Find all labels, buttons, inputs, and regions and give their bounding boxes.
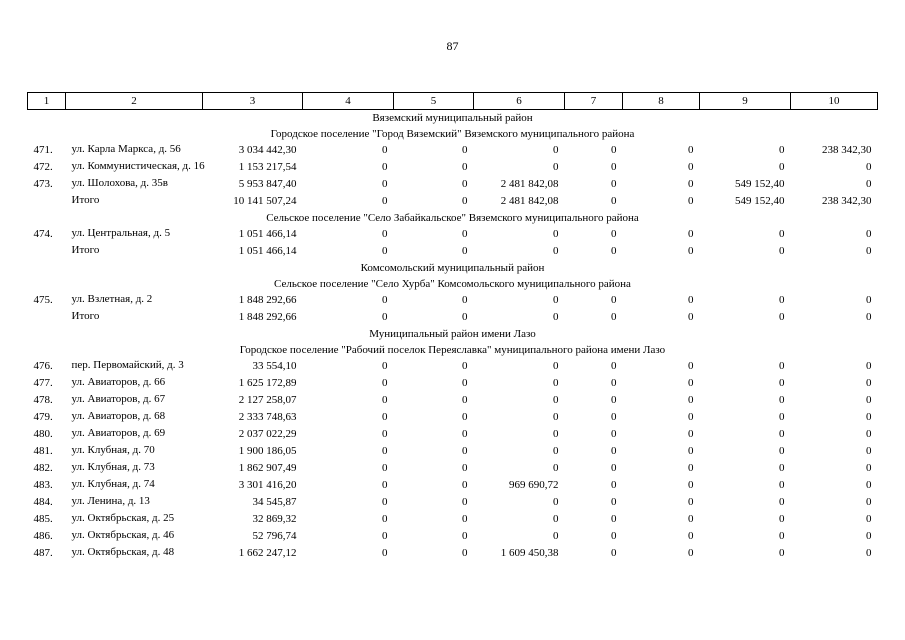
value-cell-5: 0: [462, 377, 468, 389]
value-cell-8: 0: [688, 479, 694, 491]
value-cell-5: 0: [462, 513, 468, 525]
table-row: [28, 142, 878, 159]
value-cell-4: 0: [382, 144, 388, 156]
table-row: [28, 176, 878, 193]
section-heading-row: [28, 342, 878, 358]
value-cell-3: 33 554,10: [252, 360, 297, 372]
row-number: 474.: [33, 228, 53, 240]
value-cell-8: 0: [688, 311, 694, 323]
table-row: [28, 511, 878, 528]
value-cell-4: 0: [382, 245, 388, 257]
value-cell-10: 0: [866, 360, 872, 372]
address-cell: ул. Шолохова, д. 35в: [71, 177, 168, 189]
value-cell-9: 0: [779, 377, 785, 389]
value-cell-3: 34 545,87: [252, 496, 297, 508]
section-heading-row: [28, 260, 878, 276]
row-number: 486.: [33, 530, 53, 542]
value-cell-8: 0: [688, 228, 694, 240]
address-cell: ул. Клубная, д. 73: [71, 461, 155, 473]
column-header: 9: [700, 93, 791, 110]
row-number: 478.: [33, 394, 53, 406]
value-cell-6: 0: [553, 311, 559, 323]
value-cell-6: 0: [553, 228, 559, 240]
value-cell-5: 0: [462, 245, 468, 257]
value-cell-9: 0: [779, 547, 785, 559]
value-cell-4: 0: [382, 479, 388, 491]
value-cell-9: 0: [779, 411, 785, 423]
table-row: [28, 409, 878, 426]
value-cell-7: 0: [611, 228, 617, 240]
value-cell-4: 0: [382, 228, 388, 240]
value-cell-10: 0: [866, 411, 872, 423]
address-cell: ул. Октябрьская, д. 25: [71, 512, 175, 524]
value-cell-3: 1 848 292,66: [238, 311, 297, 323]
value-cell-10: 0: [866, 311, 872, 323]
value-cell-3: 1 662 247,12: [238, 547, 297, 559]
value-cell-5: 0: [462, 547, 468, 559]
value-cell-10: 0: [866, 513, 872, 525]
address-cell: Итого: [71, 194, 100, 206]
value-cell-7: 0: [611, 294, 617, 306]
value-cell-7: 0: [611, 360, 617, 372]
value-cell-9: 0: [779, 161, 785, 173]
column-header: 2: [66, 93, 203, 110]
value-cell-8: 0: [688, 530, 694, 542]
value-cell-7: 0: [611, 445, 617, 457]
value-cell-10: 0: [866, 445, 872, 457]
value-cell-4: 0: [382, 445, 388, 457]
value-cell-10: 0: [866, 428, 872, 440]
value-cell-8: 0: [688, 360, 694, 372]
table-row: [28, 426, 878, 443]
row-number: 473.: [33, 178, 53, 190]
value-cell-6: 0: [553, 245, 559, 257]
value-cell-5: 0: [462, 428, 468, 440]
value-cell-10: 0: [866, 394, 872, 406]
table-row: [28, 226, 878, 243]
value-cell-7: 0: [611, 377, 617, 389]
value-cell-9: 0: [779, 513, 785, 525]
value-cell-8: 0: [688, 178, 694, 190]
row-number: 482.: [33, 462, 53, 474]
value-cell-6: 1 609 450,38: [500, 547, 559, 559]
value-cell-4: 0: [382, 462, 388, 474]
table-row: [28, 358, 878, 375]
value-cell-10: 0: [866, 245, 872, 257]
address-cell: Итого: [71, 310, 100, 322]
value-cell-6: 0: [553, 462, 559, 474]
value-cell-6: 0: [553, 360, 559, 372]
value-cell-7: 0: [611, 144, 617, 156]
section-heading-row: [28, 276, 878, 292]
address-cell: ул. Карла Маркса, д. 56: [71, 143, 181, 155]
row-number: 471.: [33, 144, 53, 156]
value-cell-9: 0: [779, 394, 785, 406]
value-cell-3: 32 869,32: [252, 513, 297, 525]
row-number: 476.: [33, 360, 53, 372]
value-cell-5: 0: [462, 294, 468, 306]
value-cell-10: 0: [866, 228, 872, 240]
value-cell-7: 0: [611, 479, 617, 491]
value-cell-4: 0: [382, 428, 388, 440]
column-header: 7: [565, 93, 623, 110]
value-cell-7: 0: [611, 161, 617, 173]
table-row: [28, 159, 878, 176]
section-heading: Комсомольский муниципальный район: [360, 262, 545, 274]
value-cell-3: 1 051 466,14: [238, 245, 297, 257]
section-heading-row: [28, 210, 878, 226]
address-cell: ул. Клубная, д. 70: [71, 444, 155, 456]
value-cell-7: 0: [611, 530, 617, 542]
value-cell-6: 0: [553, 394, 559, 406]
value-cell-4: 0: [382, 294, 388, 306]
value-cell-6: 0: [553, 294, 559, 306]
value-cell-6: 0: [553, 445, 559, 457]
value-cell-8: 0: [688, 445, 694, 457]
section-heading: Городское поселение "Рабочий поселок Переяславка" муниципального района имени Лазо: [239, 344, 666, 356]
row-number: [28, 309, 66, 326]
value-cell-3: 2 127 258,07: [238, 394, 297, 406]
value-cell-5: 0: [462, 161, 468, 173]
value-cell-4: 0: [382, 547, 388, 559]
value-cell-9: 0: [779, 479, 785, 491]
table-row: [28, 460, 878, 477]
value-cell-5: 0: [462, 228, 468, 240]
section-heading: Муниципальный район имени Лазо: [369, 328, 536, 340]
address-cell: Итого: [71, 244, 100, 256]
value-cell-9: 0: [779, 530, 785, 542]
table-row: [28, 477, 878, 494]
value-cell-8: 0: [688, 547, 694, 559]
value-cell-8: 0: [688, 144, 694, 156]
address-cell: пер. Первомайский, д. 3: [71, 359, 184, 371]
value-cell-5: 0: [462, 394, 468, 406]
value-cell-9: 0: [779, 228, 785, 240]
value-cell-9: 0: [779, 245, 785, 257]
value-cell-3: 3 301 416,20: [238, 479, 297, 491]
value-cell-8: 0: [688, 394, 694, 406]
row-number: 483.: [33, 479, 53, 491]
value-cell-10: 238 342,30: [822, 195, 872, 207]
table-row: [28, 375, 878, 392]
value-cell-8: 0: [688, 513, 694, 525]
value-cell-4: 0: [382, 513, 388, 525]
value-cell-4: 0: [382, 377, 388, 389]
value-cell-8: 0: [688, 411, 694, 423]
value-cell-5: 0: [462, 144, 468, 156]
value-cell-5: 0: [462, 445, 468, 457]
value-cell-9: 549 152,40: [735, 178, 785, 190]
value-cell-5: 0: [462, 411, 468, 423]
row-number: 477.: [33, 377, 53, 389]
value-cell-9: 0: [779, 144, 785, 156]
value-cell-5: 0: [462, 360, 468, 372]
value-cell-8: 0: [688, 428, 694, 440]
value-cell-10: 0: [866, 377, 872, 389]
row-number: 475.: [33, 294, 53, 306]
total-row: [28, 309, 878, 326]
column-header: 1: [28, 93, 66, 110]
value-cell-10: 0: [866, 547, 872, 559]
value-cell-3: 3 034 442,30: [238, 144, 297, 156]
value-cell-6: 0: [553, 428, 559, 440]
row-number: 485.: [33, 513, 53, 525]
section-heading-row: [28, 326, 878, 342]
value-cell-8: 0: [688, 377, 694, 389]
value-cell-6: 0: [553, 144, 559, 156]
value-cell-4: 0: [382, 530, 388, 542]
table-row: [28, 443, 878, 460]
row-number: 487.: [33, 547, 53, 559]
section-heading: Сельское поселение "Село Забайкальское" Вяземского муниципального района: [266, 212, 639, 224]
table-row: [28, 545, 878, 562]
value-cell-7: 0: [611, 245, 617, 257]
column-header: 3: [203, 93, 303, 110]
table-row: [28, 392, 878, 409]
table-row: [28, 494, 878, 511]
table-row: [28, 528, 878, 545]
value-cell-7: 0: [611, 411, 617, 423]
value-cell-9: 0: [779, 360, 785, 372]
value-cell-4: 0: [382, 311, 388, 323]
value-cell-8: 0: [688, 245, 694, 257]
value-cell-10: 0: [866, 161, 872, 173]
value-cell-9: 0: [779, 294, 785, 306]
column-header: 10: [791, 93, 878, 110]
value-cell-3: 5 953 847,40: [238, 178, 297, 190]
value-cell-10: 0: [866, 462, 872, 474]
value-cell-6: 2 481 842,08: [500, 178, 559, 190]
value-cell-9: 0: [779, 428, 785, 440]
value-cell-7: 0: [611, 428, 617, 440]
value-cell-10: 0: [866, 178, 872, 190]
value-cell-6: 0: [553, 496, 559, 508]
value-cell-3: 1 862 907,49: [238, 462, 297, 474]
value-cell-3: 1 051 466,14: [238, 228, 297, 240]
address-cell: ул. Центральная, д. 5: [71, 227, 171, 239]
value-cell-7: 0: [611, 311, 617, 323]
value-cell-3: 10 141 507,24: [233, 195, 297, 207]
value-cell-4: 0: [382, 178, 388, 190]
value-cell-4: 0: [382, 496, 388, 508]
value-cell-6: 2 481 842,08: [500, 195, 559, 207]
section-heading-row: [28, 126, 878, 142]
row-number: 479.: [33, 411, 53, 423]
value-cell-8: 0: [688, 195, 694, 207]
value-cell-5: 0: [462, 178, 468, 190]
value-cell-6: 0: [553, 377, 559, 389]
value-cell-10: 238 342,30: [822, 144, 872, 156]
row-number: [28, 243, 66, 260]
total-row: [28, 193, 878, 210]
section-heading: Вяземский муниципальный район: [372, 112, 533, 124]
value-cell-7: 0: [611, 195, 617, 207]
program-table: [27, 92, 878, 562]
value-cell-7: 0: [611, 513, 617, 525]
value-cell-9: 0: [779, 311, 785, 323]
value-cell-3: 2 333 748,63: [238, 411, 297, 423]
value-cell-7: 0: [611, 547, 617, 559]
value-cell-7: 0: [611, 462, 617, 474]
row-number: 481.: [33, 445, 53, 457]
value-cell-8: 0: [688, 161, 694, 173]
address-cell: ул. Ленина, д. 13: [71, 495, 150, 507]
value-cell-4: 0: [382, 161, 388, 173]
value-cell-5: 0: [462, 195, 468, 207]
value-cell-4: 0: [382, 195, 388, 207]
address-cell: ул. Авиаторов, д. 68: [71, 410, 166, 422]
value-cell-10: 0: [866, 496, 872, 508]
value-cell-3: 1 153 217,54: [238, 161, 297, 173]
column-header: 6: [474, 93, 565, 110]
value-cell-10: 0: [866, 479, 872, 491]
value-cell-6: 969 690,72: [509, 479, 559, 491]
value-cell-8: 0: [688, 294, 694, 306]
value-cell-5: 0: [462, 462, 468, 474]
row-number: 480.: [33, 428, 53, 440]
value-cell-3: 1 900 186,05: [238, 445, 297, 457]
section-heading: Сельское поселение "Село Хурба" Комсомольского муниципального района: [274, 278, 631, 290]
value-cell-3: 1 625 172,89: [238, 377, 297, 389]
address-cell: ул. Октябрьская, д. 48: [71, 546, 175, 558]
table-body: [28, 110, 878, 563]
value-cell-6: 0: [553, 161, 559, 173]
value-cell-7: 0: [611, 178, 617, 190]
value-cell-3: 2 037 022,29: [238, 428, 297, 440]
row-number: 484.: [33, 496, 53, 508]
address-cell: ул. Клубная, д. 74: [71, 478, 155, 490]
value-cell-7: 0: [611, 394, 617, 406]
row-number: [28, 193, 66, 210]
column-number-row: [28, 93, 878, 110]
value-cell-6: 0: [553, 530, 559, 542]
value-cell-9: 0: [779, 445, 785, 457]
column-header: 8: [623, 93, 700, 110]
section-heading: Городское поселение "Город Вяземский" Вяземского муниципального района: [270, 128, 635, 140]
value-cell-5: 0: [462, 479, 468, 491]
value-cell-8: 0: [688, 496, 694, 508]
address-cell: ул. Авиаторов, д. 66: [71, 376, 166, 388]
value-cell-9: 0: [779, 462, 785, 474]
address-cell: ул. Авиаторов, д. 69: [71, 427, 166, 439]
column-header: 4: [303, 93, 394, 110]
value-cell-9: 0: [779, 496, 785, 508]
column-header: 5: [394, 93, 474, 110]
value-cell-10: 0: [866, 294, 872, 306]
value-cell-4: 0: [382, 394, 388, 406]
address-cell: ул. Авиаторов, д. 67: [71, 393, 166, 405]
page-number: 87: [446, 39, 459, 53]
address-cell: ул. Октябрьская, д. 46: [71, 529, 175, 541]
value-cell-5: 0: [462, 311, 468, 323]
value-cell-7: 0: [611, 496, 617, 508]
section-heading-row: [28, 110, 878, 127]
value-cell-8: 0: [688, 462, 694, 474]
value-cell-6: 0: [553, 513, 559, 525]
value-cell-4: 0: [382, 360, 388, 372]
address-cell: ул. Коммунистическая, д. 16: [71, 160, 205, 172]
value-cell-3: 52 796,74: [252, 530, 297, 542]
address-cell: ул. Взлетная, д. 2: [71, 293, 153, 305]
value-cell-3: 1 848 292,66: [238, 294, 297, 306]
table-row: [28, 292, 878, 309]
value-cell-6: 0: [553, 411, 559, 423]
row-number: 472.: [33, 161, 53, 173]
total-row: [28, 243, 878, 260]
value-cell-5: 0: [462, 530, 468, 542]
value-cell-9: 549 152,40: [735, 195, 785, 207]
value-cell-4: 0: [382, 411, 388, 423]
value-cell-10: 0: [866, 530, 872, 542]
value-cell-5: 0: [462, 496, 468, 508]
